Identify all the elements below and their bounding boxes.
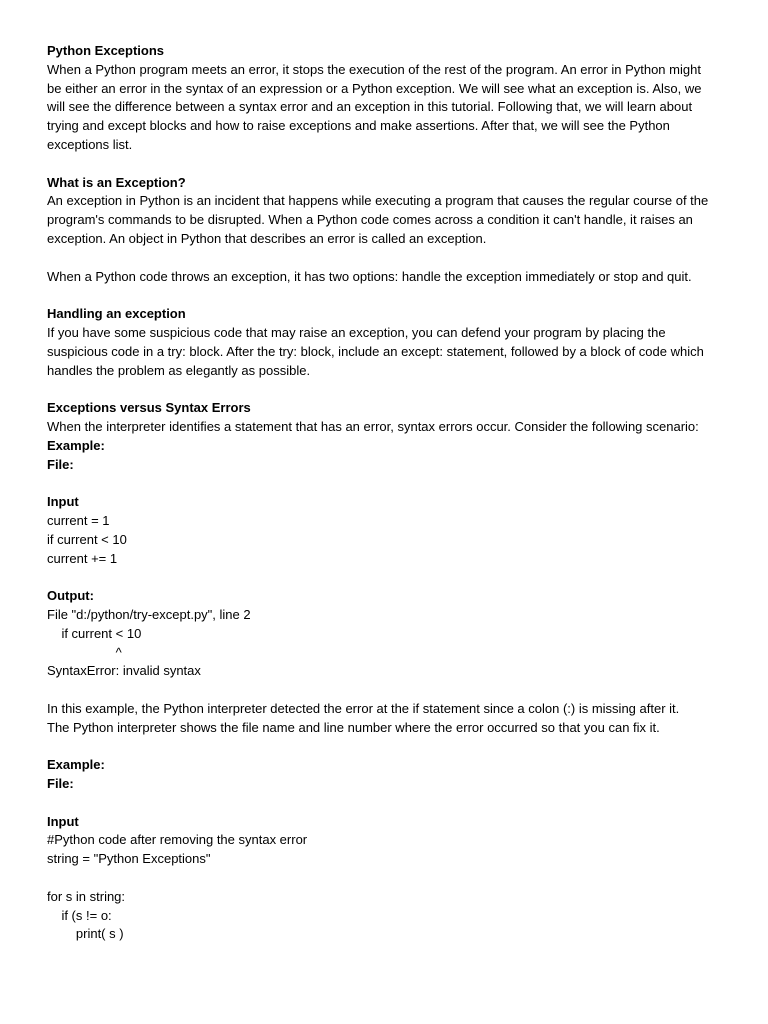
document-page <box>47 42 727 944</box>
paragraph-line: suspicious code in a try: block. After the try: block, include an except: statement, followed by a block of code which <box>47 343 704 359</box>
section-heading: Handling an exception <box>47 306 186 322</box>
paragraph-line: program's commands to be disrupted. When a Python code comes across a condition it can't handle, it raises an <box>47 212 693 228</box>
blank-line <box>47 737 727 756</box>
paragraph-line: When a Python program meets an error, it stops the execution of the rest of the program. An error in Python might <box>47 61 701 77</box>
blank-line <box>47 568 727 587</box>
section-heading: Python Exceptions <box>47 43 165 58</box>
paragraph-line: An exception in Python is an incident that happens while executing a program that causes the regular course of the <box>47 193 709 209</box>
paragraph-line: handles the problem as elegantly as possible. <box>47 362 311 378</box>
output-line: ^ <box>47 644 122 660</box>
code-line: if current < 10 <box>47 531 127 547</box>
paragraph-line: When the interpreter identifies a statement that has an error, syntax errors occur. Consider the following scenario: <box>47 418 699 434</box>
file-label: File: <box>47 456 74 472</box>
input-label: Input <box>47 494 79 510</box>
code-line: #Python code after removing the syntax error <box>47 832 308 848</box>
file-label: File: <box>47 776 74 792</box>
section-heading: Exceptions versus Syntax Errors <box>47 400 251 416</box>
blank-line <box>47 249 727 268</box>
input-label: Input <box>47 813 79 829</box>
blank-line <box>47 286 727 305</box>
output-line: if current < 10 <box>47 625 142 641</box>
example-label: Example: <box>47 757 105 773</box>
code-line: if (s != o: <box>47 907 112 923</box>
code-line: print( s ) <box>47 926 124 942</box>
blank-line <box>47 155 727 174</box>
paragraph-line: When a Python code throws an exception, it has two options: handle the exception immediately or stop and quit. <box>47 268 692 284</box>
blank-line <box>47 474 727 493</box>
output-line: SyntaxError: invalid syntax <box>47 663 201 679</box>
code-line: for s in string: <box>47 888 126 904</box>
output-label: Output: <box>47 588 94 604</box>
code-line: current = 1 <box>47 512 110 528</box>
section-heading: What is an Exception? <box>47 174 186 190</box>
paragraph-line: be either an error in the syntax of an expression or a Python exception. We will see what an exception is. Also, we <box>47 80 702 96</box>
paragraph-line: The Python interpreter shows the file name and line number where the error occurred so that you can fix it. <box>47 719 660 735</box>
paragraph-line: exception. An object in Python that describes an error is called an exception. <box>47 230 487 246</box>
paragraph-line: exceptions list. <box>47 136 133 152</box>
blank-line <box>47 794 727 813</box>
code-line: string = "Python Exceptions" <box>47 851 211 867</box>
code-line: current += 1 <box>47 550 118 566</box>
output-line: File "d:/python/try-except.py", line 2 <box>47 606 251 622</box>
example-label: Example: <box>47 437 105 453</box>
blank-line <box>47 869 727 888</box>
paragraph-line: trying and except blocks and how to raise exceptions and make assertions. After that, we will see the Python <box>47 118 670 134</box>
blank-line <box>47 380 727 399</box>
paragraph-line: will see the difference between a syntax error and an exception in this tutorial. Following that, we will learn about <box>47 99 693 115</box>
paragraph-line: If you have some suspicious code that may raise an exception, you can defend your program by placing the <box>47 324 666 340</box>
paragraph-line: In this example, the Python interpreter detected the error at the if statement since a colon (:) is missing after it. <box>47 700 680 716</box>
blank-line <box>47 681 727 700</box>
